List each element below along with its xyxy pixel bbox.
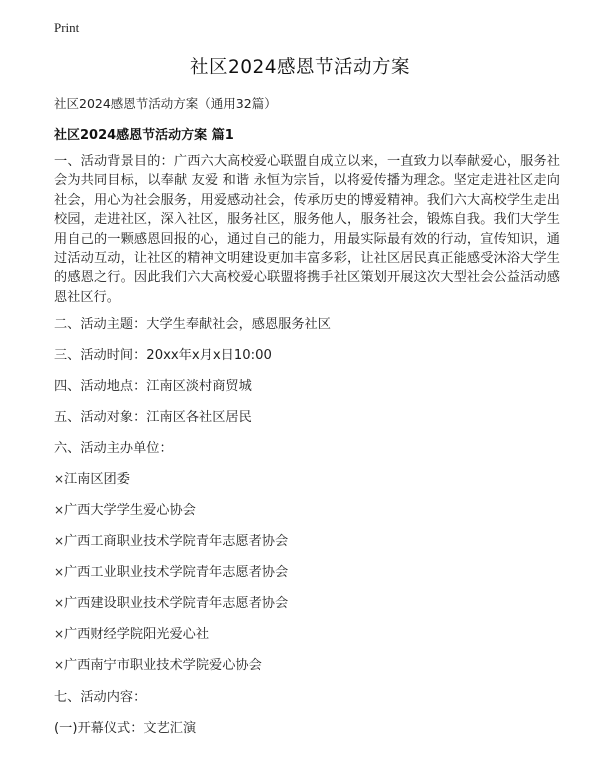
list-marker: × [54, 565, 65, 579]
organizers-heading: 六、活动主办单位： [54, 441, 173, 456]
print-link[interactable]: Print [54, 20, 80, 35]
organizer-item [54, 561, 288, 580]
list-marker: × [54, 534, 65, 548]
organizer-label: 江南区团委 [64, 472, 130, 487]
list-marker: × [54, 596, 65, 610]
document-subtitle: 社区2024感恩节活动方案（通用32篇） [54, 96, 277, 111]
organizer-label: 广西大学学生爱心协会 [64, 503, 196, 518]
organizer-item [54, 654, 262, 673]
organizer-label: 广西工业职业技术学院青年志愿者协会 [64, 565, 289, 580]
time-line: 三、活动时间：20xx年x月x日10:00 [54, 348, 272, 363]
list-marker: × [54, 503, 65, 517]
organizer-label: 广西工商职业技术学院青年志愿者协会 [64, 534, 289, 549]
theme-line: 二、活动主题：大学生奉献社会，感恩服务社区 [54, 317, 331, 332]
organizer-item [54, 468, 130, 487]
list-marker: × [54, 658, 65, 672]
location-line: 四、活动地点：江南区淡村商贸城 [54, 379, 252, 394]
content-item: (一)开幕仪式：文艺汇演 [54, 721, 197, 736]
organizer-item [54, 530, 288, 549]
document-title: 社区2024感恩节活动方案 [189, 57, 411, 78]
background-paragraph: 一、活动背景目的：广西六大高校爱心联盟自成立以来，一直致力以奉献爱心，服务社会为共同目标，以奉献 友爱 和谐 永恒为宗旨，以将爱传播为理念。坚定走进社区走向社会，用心为社会服务，用爱感动社会，传承历史的博爱精神。我们六大高校学生走出校园，走进社区，深入社区，服务社区，服务他人，服务社会，锻炼自我。我们大学生用自己的一颗感恩回报的心，通过自己的能力，用最实际最有效的行动，宣传知识，通过活动互动，让社区的精神文明建设更加丰富多彩，让社区居民真正能感受沐浴大学生的感恩之行。因此我们六大高校爱心联盟将携手社区策划开展这次大型社会公益活动感恩社区行。 [54, 154, 560, 305]
list-marker: × [54, 472, 65, 486]
organizer-label: 广西财经学院阳光爱心社 [64, 627, 210, 642]
organizer-item [54, 592, 288, 611]
organizer-item [54, 623, 209, 642]
section-heading: 社区2024感恩节活动方案 篇1 [54, 128, 234, 143]
content-heading: 七、活动内容： [54, 690, 147, 705]
organizer-label: 广西建设职业技术学院青年志愿者协会 [64, 596, 289, 611]
organizer-label: 广西南宁市职业技术学院爱心协会 [64, 658, 262, 673]
list-marker: × [54, 627, 65, 641]
audience-line: 五、活动对象：江南区各社区居民 [54, 410, 252, 425]
organizer-item [54, 499, 196, 518]
